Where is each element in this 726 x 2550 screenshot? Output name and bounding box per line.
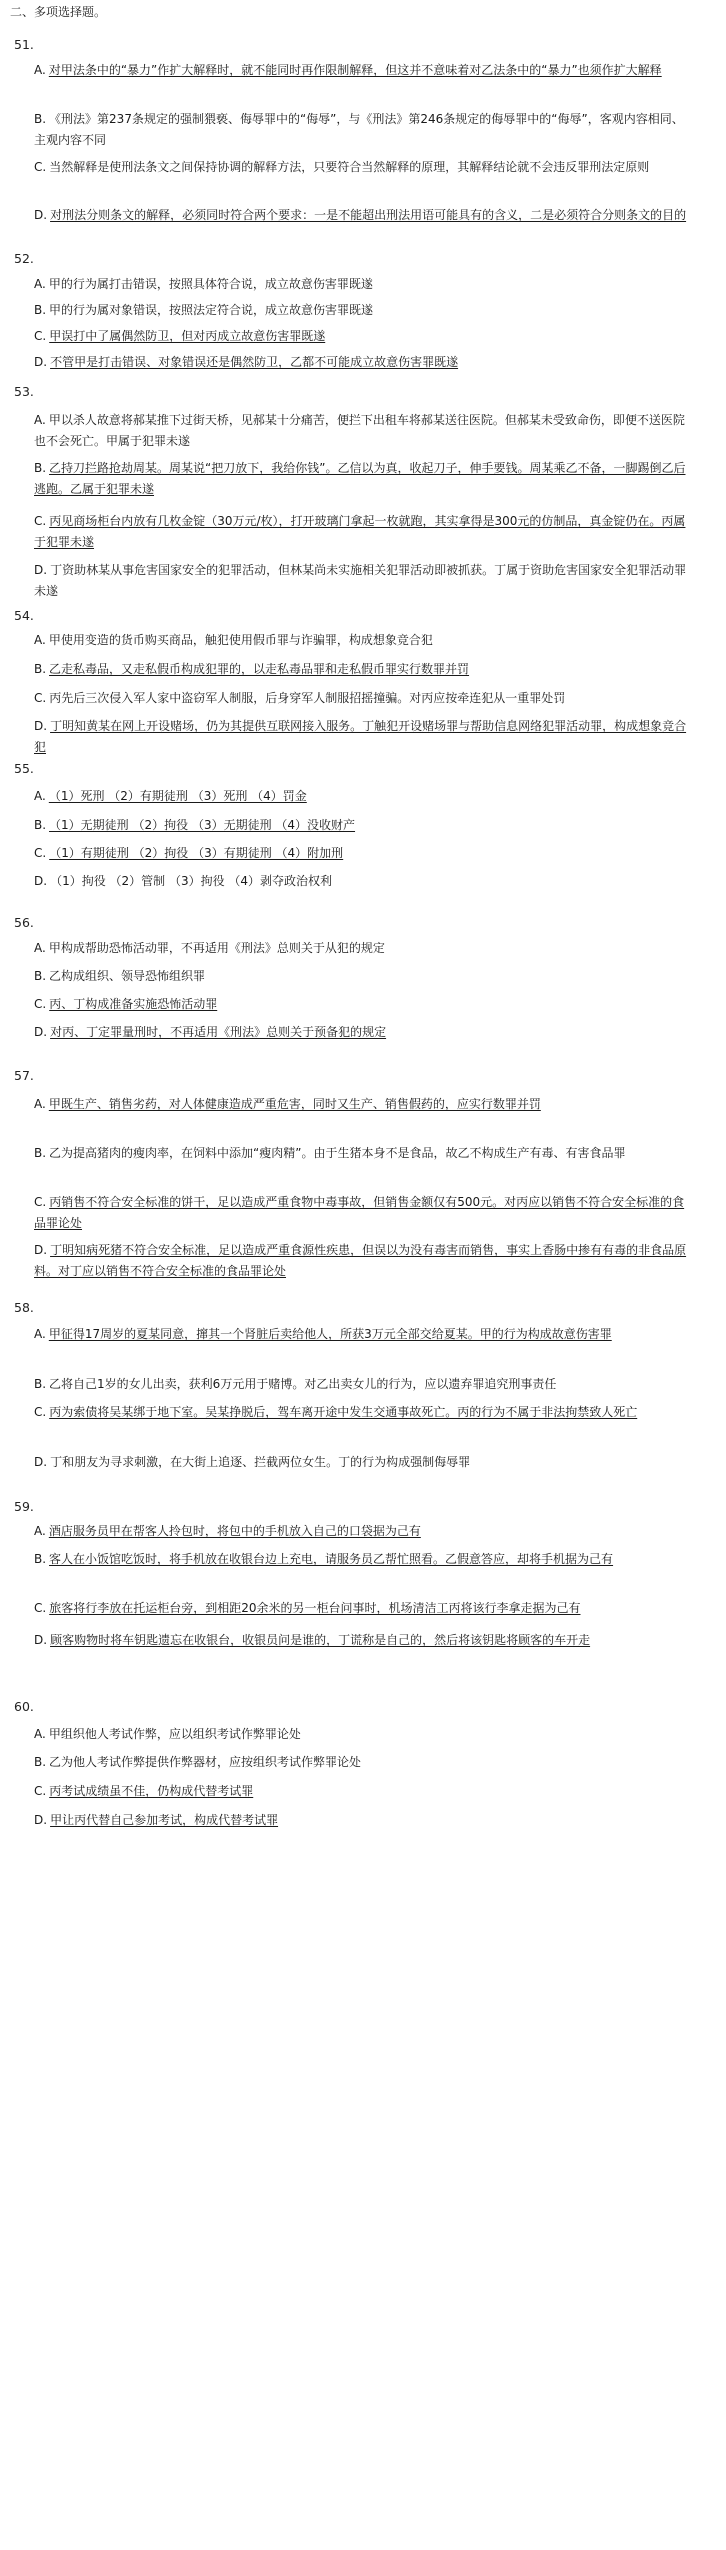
option-text: 丙销售不符合安全标准的饼干，足以造成严重食物中毒事故，但销售金额仅有500元。对丙应以销售不符合安全标准的食品罪论处 bbox=[34, 1195, 685, 1230]
question-number: 55. bbox=[14, 761, 34, 776]
option-label: A. bbox=[34, 1327, 46, 1341]
option-item bbox=[34, 1724, 694, 1745]
option-item bbox=[34, 1240, 694, 1282]
option-text: 甲构成帮助恐怖活动罪，不再适用《刑法》总则关于从犯的规定 bbox=[48, 941, 385, 955]
option-label: D. bbox=[34, 1025, 48, 1039]
option-item bbox=[34, 1521, 694, 1542]
option-item bbox=[34, 843, 694, 864]
question-number: 56. bbox=[14, 915, 34, 930]
option-label: C. bbox=[34, 997, 47, 1011]
option-text: 甲误打中了属偶然防卫，但对丙成立故意伤害罪既遂 bbox=[49, 329, 326, 343]
option-label: A. bbox=[34, 633, 46, 647]
option-item bbox=[34, 352, 694, 373]
option-item bbox=[34, 966, 694, 987]
option-text: 对丙、丁定罪量刑时，不再适用《刑法》总则关于预备犯的规定 bbox=[50, 1025, 387, 1039]
option-label: D. bbox=[34, 355, 48, 369]
option-label: B. bbox=[34, 1755, 47, 1769]
option-text: 丙、丁构成准备实施恐怖活动罪 bbox=[49, 997, 218, 1011]
option-item bbox=[34, 994, 694, 1015]
option-text: 甲的行为属对象错误，按照法定符合说，成立故意伤害罪既遂 bbox=[49, 303, 374, 317]
option-item bbox=[34, 1752, 694, 1773]
option-item bbox=[34, 659, 694, 680]
option-text: （1）有期徒刑 （2）拘役 （3）有期徒刑 （4）附加刑 bbox=[49, 846, 344, 860]
option-item bbox=[34, 410, 694, 452]
option-label: C. bbox=[34, 514, 47, 528]
option-label: B. bbox=[34, 461, 47, 475]
option-label: A. bbox=[34, 277, 46, 291]
option-text: 丙为索债将吴某绑于地下室。吴某挣脱后，驾车离开途中发生交通事故死亡。丙的行为不属于非法拘禁致人死亡 bbox=[49, 1405, 638, 1419]
option-label: B. bbox=[34, 1377, 47, 1391]
option-text: 乙走私毒品，又走私假币构成犯罪的，以走私毒品罪和走私假币罪实行数罪并罚 bbox=[49, 662, 470, 676]
option-label: D. bbox=[34, 1455, 48, 1469]
option-text: 旅客将行李放在托运柜台旁，到相距20余米的另一柜台问事时，机场清洁工丙将该行李拿走据为己有 bbox=[49, 1601, 581, 1615]
option-text: 甲征得17周岁的夏某同意，撺其一个肾脏后卖给他人，所获3万元全部交给夏某。甲的行为构成故意伤害罪 bbox=[48, 1327, 612, 1341]
option-item bbox=[34, 1402, 694, 1423]
option-label: A. bbox=[34, 941, 46, 955]
option-item bbox=[34, 1810, 694, 1831]
question-number: 54. bbox=[14, 608, 34, 623]
option-item bbox=[34, 815, 694, 836]
option-item bbox=[34, 157, 694, 178]
option-label: D. bbox=[34, 563, 48, 577]
option-label: B. bbox=[34, 303, 47, 317]
option-item bbox=[34, 60, 694, 81]
option-label: A. bbox=[34, 1524, 46, 1538]
question-number: 51. bbox=[14, 37, 34, 52]
question-number: 60. bbox=[14, 1699, 34, 1714]
option-text: 对刑法分则条文的解释，必须同时符合两个要求：一是不能超出刑法用语可能具有的含义，二是必须符合分则条文的目的 bbox=[50, 208, 687, 222]
option-item bbox=[34, 1630, 694, 1651]
question-number: 59. bbox=[14, 1499, 34, 1514]
option-text: 乙为提高猪肉的瘦肉率，在饲料中添加“瘦肉精”。由于生猪本身不是食品，故乙不构成生产有毒、有害食品罪 bbox=[49, 1146, 626, 1160]
option-item bbox=[34, 716, 694, 758]
option-item bbox=[34, 458, 694, 500]
option-label: C. bbox=[34, 1601, 47, 1615]
option-text: 《刑法》第237条规定的强制猥亵、侮辱罪中的“侮辱”，与《刑法》第246条规定的侮辱罪中的“侮辱”，客观内容相同、主观内容不同 bbox=[34, 112, 684, 147]
option-label: C. bbox=[34, 846, 47, 860]
option-text: 甲以杀人故意将郝某推下过街天桥，见郝某十分痛苦，便拦下出租车将郝某送往医院。但郝某未受致命伤，即便不送医院也不会死亡。甲属于犯罪未遂 bbox=[34, 413, 685, 448]
option-label: C. bbox=[34, 1784, 47, 1798]
option-text: 乙为他人考试作弊提供作弊器材，应按组织考试作弊罪论处 bbox=[49, 1755, 362, 1769]
option-text: （1）无期徒刑 （2）拘役 （3）无期徒刑 （4）没收财产 bbox=[49, 818, 356, 832]
option-text: 丙考试成绩虽不佳，仍构成代替考试罪 bbox=[49, 1784, 254, 1798]
question-number: 58. bbox=[14, 1300, 34, 1315]
option-item bbox=[34, 938, 694, 959]
section-title: 二、多项选择题。 bbox=[10, 5, 107, 19]
option-item bbox=[34, 560, 694, 602]
option-item bbox=[34, 1324, 694, 1345]
option-text: （1）拘役 （2）管制 （3）拘役 （4）剥夺政治权利 bbox=[50, 874, 333, 888]
option-label: D. bbox=[34, 874, 48, 888]
option-text: 丙见商场柜台内放有几枚金锭（30万元/枚），打开玻璃门拿起一枚就跑，其实拿得是300元的仿制品，真金锭仍在。丙属于犯罪未遂 bbox=[34, 514, 686, 549]
option-label: B. bbox=[34, 112, 47, 126]
option-item bbox=[34, 274, 694, 295]
option-label: C. bbox=[34, 329, 47, 343]
option-item bbox=[34, 1192, 694, 1234]
option-label: D. bbox=[34, 1243, 48, 1257]
option-label: B. bbox=[34, 1552, 47, 1566]
option-text: 甲既生产、销售劣药，对人体健康造成严重危害，同时又生产、销售假药的，应实行数罪并罚 bbox=[48, 1097, 541, 1111]
option-item bbox=[34, 511, 694, 553]
option-label: C. bbox=[34, 1405, 47, 1419]
option-label: B. bbox=[34, 969, 47, 983]
option-text: 丁资助林某从事危害国家安全的犯罪活动，但林某尚未实施相关犯罪活动即被抓获。丁属于资助危害国家安全犯罪活动罪未遂 bbox=[34, 563, 687, 598]
option-label: C. bbox=[34, 1195, 47, 1209]
option-label: A. bbox=[34, 1097, 46, 1111]
option-text: （1）死刑 （2）有期徒刑 （3）死刑 （4）罚金 bbox=[48, 789, 307, 803]
option-item bbox=[34, 326, 694, 347]
option-label: D. bbox=[34, 208, 48, 222]
option-item bbox=[34, 1143, 694, 1164]
option-item bbox=[34, 1452, 694, 1473]
option-item bbox=[34, 205, 694, 226]
option-label: C. bbox=[34, 160, 47, 174]
option-text: 当然解释是使刑法条文之间保持协调的解释方法，只要符合当然解释的原理，其解释结论就不会违反罪刑法定原则 bbox=[49, 160, 650, 174]
option-text: 丁和朋友为寻求刺激，在大街上追逐、拦截两位女生。丁的行为构成强制侮辱罪 bbox=[50, 1455, 471, 1469]
option-item bbox=[34, 1598, 694, 1619]
option-item bbox=[34, 786, 694, 807]
option-text: 丙先后三次侵入军人家中盗窃军人制服，后身穿军人制服招摇撞骗。对丙应按牵连犯从一重罪处罚 bbox=[49, 691, 566, 705]
option-text: 乙持刀拦路抢劫周某。周某说“把刀放下，我给你钱”。乙信以为真，收起刀子，伸手要钱。周某乘乙不备，一脚踢倒乙后逃跑。乙属于犯罪未遂 bbox=[34, 461, 686, 496]
question-number: 57. bbox=[14, 1068, 34, 1083]
option-text: 不管甲是打击错误、对象错误还是偶然防卫，乙都不可能成立故意伤害罪既遂 bbox=[50, 355, 459, 369]
option-label: A. bbox=[34, 63, 46, 77]
option-text: 酒店服务员甲在帮客人拎包时，将包中的手机放入自己的口袋据为己有 bbox=[48, 1524, 421, 1538]
option-text: 丁明知黄某在网上开设赌场，仍为其提供互联网接入服务。丁触犯开设赌场罪与帮助信息网络犯罪活动罪，构成想象竞合犯 bbox=[34, 719, 687, 754]
option-text: 乙构成组织、领导恐怖组织罪 bbox=[49, 969, 206, 983]
option-label: A. bbox=[34, 789, 46, 803]
option-label: D. bbox=[34, 1813, 48, 1827]
option-text: 对甲法条中的“暴力”作扩大解释时，就不能同时再作限制解释，但这并不意味着对乙法条中的“暴力”也须作扩大解释 bbox=[48, 63, 662, 77]
option-item bbox=[34, 630, 694, 651]
question-number: 53. bbox=[14, 384, 34, 399]
option-label: B. bbox=[34, 662, 47, 676]
option-item bbox=[34, 1781, 694, 1802]
option-text: 甲让丙代替自己参加考试，构成代替考试罪 bbox=[50, 1813, 279, 1827]
option-item bbox=[34, 1022, 694, 1043]
option-item bbox=[34, 1549, 694, 1570]
option-label: A. bbox=[34, 413, 46, 427]
option-text: 甲的行为属打击错误，按照具体符合说，成立故意伤害罪既遂 bbox=[48, 277, 373, 291]
question-number: 52. bbox=[14, 251, 34, 266]
option-label: A. bbox=[34, 1727, 46, 1741]
option-label: B. bbox=[34, 818, 47, 832]
option-text: 客人在小饭馆吃饭时，将手机放在收银台边上充电，请服务员乙帮忙照看。乙假意答应，却将手机据为己有 bbox=[49, 1552, 614, 1566]
option-item bbox=[34, 688, 694, 709]
option-text: 顾客购物时将车钥匙遗忘在收银台，收银员问是谁的，丁谎称是自己的，然后将该钥匙将顾客的车开走 bbox=[50, 1633, 591, 1647]
option-item bbox=[34, 109, 694, 151]
option-text: 丁明知病死猪不符合安全标准，足以造成严重食源性疾患，但误以为没有毒害而销售，事实上香肠中掺有有毒的非食品原料。对丁应以销售不符合安全标准的食品罪论处 bbox=[34, 1243, 687, 1278]
option-item bbox=[34, 1374, 694, 1395]
option-label: C. bbox=[34, 691, 47, 705]
option-item bbox=[34, 1094, 694, 1115]
option-item bbox=[34, 300, 694, 321]
option-label: D. bbox=[34, 719, 48, 733]
option-text: 甲使用变造的货币购买商品，触犯使用假币罪与诈骗罪，构成想象竞合犯 bbox=[48, 633, 433, 647]
option-label: B. bbox=[34, 1146, 47, 1160]
option-text: 甲组织他人考试作弊，应以组织考试作弊罪论处 bbox=[48, 1727, 301, 1741]
option-label: D. bbox=[34, 1633, 48, 1647]
option-item bbox=[34, 871, 694, 892]
option-text: 乙将自己1岁的女儿出卖，获利6万元用于赌博。对乙出卖女儿的行为，应以遗弃罪追究刑事责任 bbox=[49, 1377, 557, 1391]
